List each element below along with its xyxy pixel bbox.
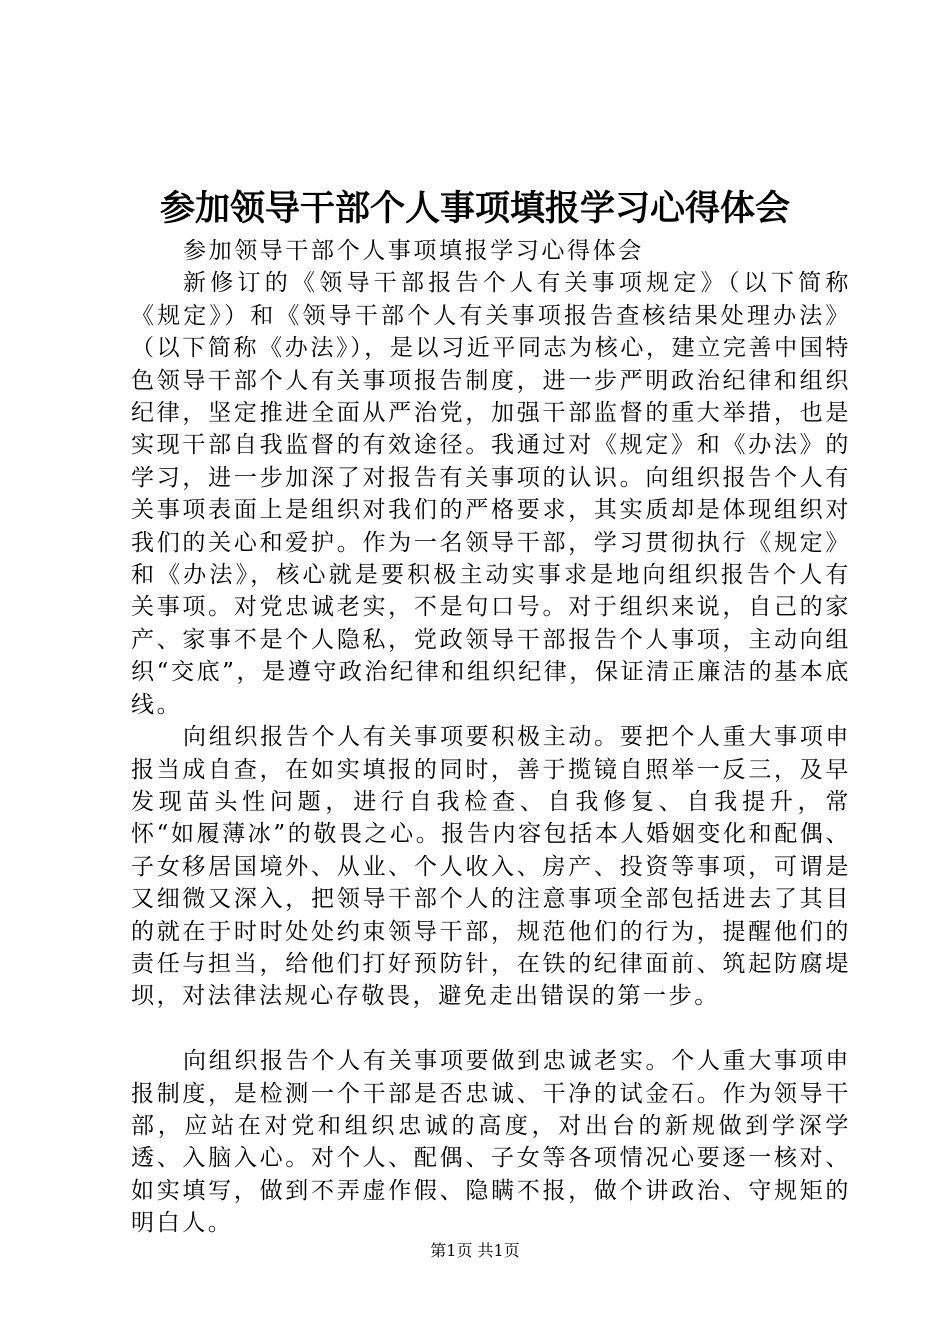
document-body — [131, 235, 851, 1240]
page-footer: 第1页 共1页 — [430, 1241, 520, 1260]
body-paragraph-2: 向组织报告个人有关事项要积极主动。要把个人重大事项申报当成自查，在如实填报的同时，善于揽镜自照举一反三，及早发现苗头性问题，进行自我检查、自我修复、自我提升，常怀“如履薄冰”的敬畏之心。报告内容包括本人婚姻变化和配偶、子女移居国境外、从业、个人收入、房产、投资等事项，可谓是又细微又深入，把领导干部个人的注意事项全部包括进去了其目的就在于时时处处约束领导干部，规范他们的行为，提醒他们的责任与担当，给他们打好预防针，在铁的纪律面前、筑起防腐堤坝，对法律法规心存敬畏，避免走出错误的第一步。 — [131, 724, 851, 1010]
document-title: 参加领导干部个人事项填报学习心得体会 — [159, 188, 790, 229]
body-subtitle-paragraph: 参加领导干部个人事项填报学习心得体会 — [183, 238, 644, 264]
body-paragraph-1: 新修订的《领导干部报告个人有关事项规定》（以下简称《规定》）和《领导干部个人有关事项报告查核结果处理办法》（以下简称《办法》），是以习近平同志为核心，建立完善中国特色领导干部个人有关事项报告制度，进一步严明政治纪律和组织纪律，坚定推进全面从严治党，加强干部监督的重大举措，也是实现干部自我监督的有效途径。我通过对《规定》和《办法》的学习，进一步加深了对报告有关事项的认识。向组织报告个人有关事项表面上是组织对我们的严格要求，其实质却是体现组织对我们的关心和爱护。作为一名领导干部，学习贯彻执行《规定》和《办法》，核心就是要积极主动实事求是地向组织报告个人有关事项。对党忠诚老实，不是句口号。对于组织来说，自己的家产、家事不是个人隐私，党政领导干部报告个人事项，主动向组织“交底”，是遵守政治纪律和组织纪律，保证清正廉洁的基本底线。 — [131, 270, 851, 718]
body-paragraph-3: 向组织报告个人有关事项要做到忠诚老实。个人重大事项申报制度，是检测一个干部是否忠诚、干净的试金石。作为领导干部，应站在对党和组织忠诚的高度，对出台的新规做到学深学透、入脑入心。对个人、配偶、子女等各项情况心要逐一核对、如实填写，做到不弄虚作假、隐瞒不报，做个讲政治、守规矩的明白人。 — [131, 1048, 851, 1237]
